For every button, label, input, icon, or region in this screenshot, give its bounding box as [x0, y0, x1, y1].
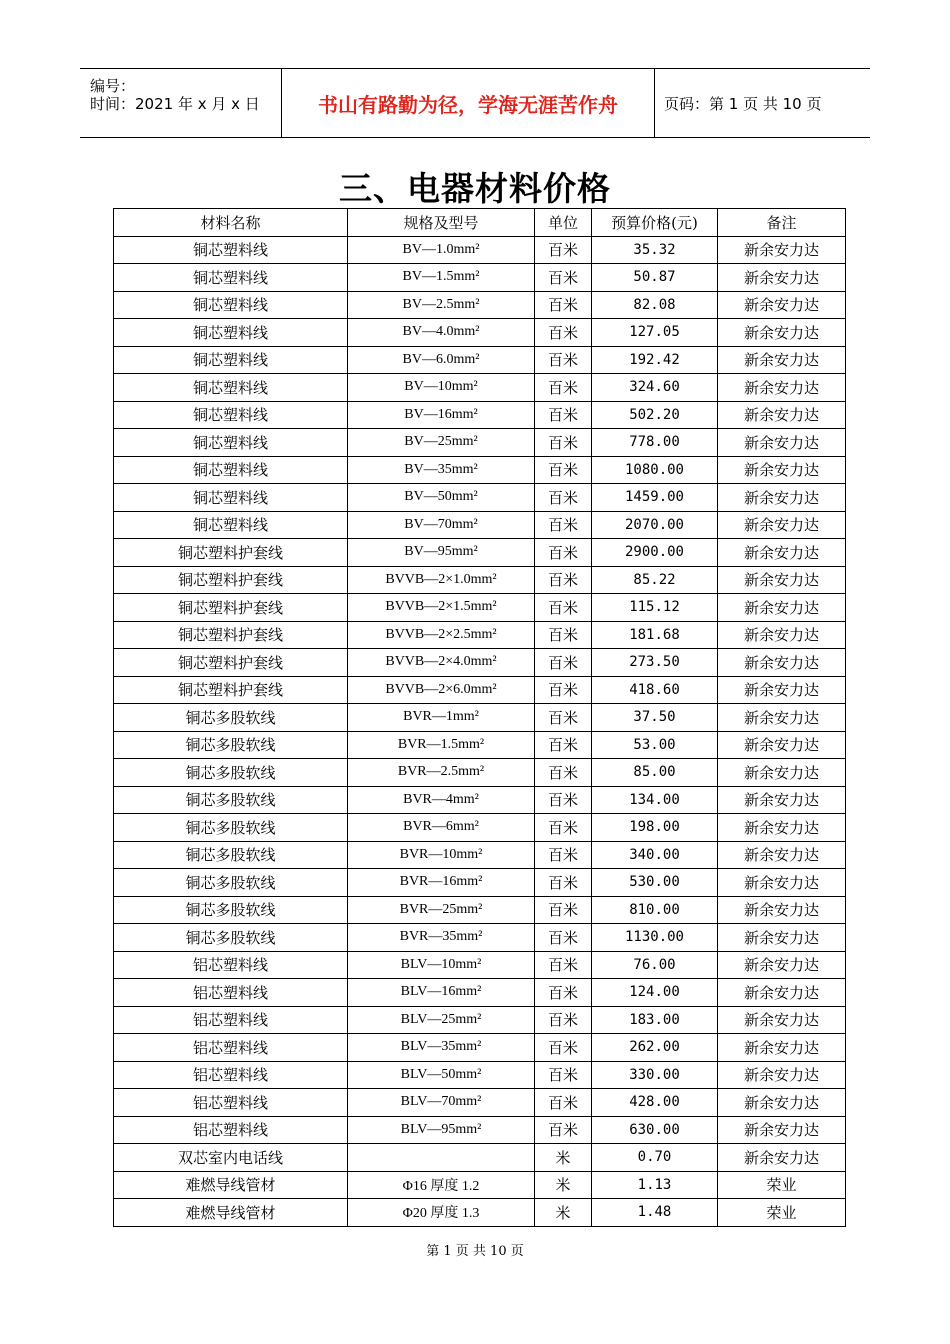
unit-cell: 百米 — [535, 319, 592, 347]
spec-model-cell: BVVB—2×2.5mm² — [348, 621, 535, 649]
remark-cell: 新余安力达 — [718, 649, 846, 677]
spec-model-cell: BVR—1mm² — [348, 704, 535, 732]
spec-model-cell: BV—6.0mm² — [348, 346, 535, 374]
unit-cell: 百米 — [535, 291, 592, 319]
spec-model-cell: BV—35mm² — [348, 456, 535, 484]
remark-cell: 新余安力达 — [718, 429, 846, 457]
unit-cell: 百米 — [535, 869, 592, 897]
remark-cell: 新余安力达 — [718, 951, 846, 979]
unit-cell: 百米 — [535, 649, 592, 677]
budget-price-cell: 181.68 — [592, 621, 718, 649]
spec-model-cell: BV—95mm² — [348, 539, 535, 567]
unit-cell: 百米 — [535, 401, 592, 429]
budget-price-cell: 262.00 — [592, 1034, 718, 1062]
unit-cell: 百米 — [535, 511, 592, 539]
table-row — [114, 1171, 846, 1199]
remark-cell: 新余安力达 — [718, 1034, 846, 1062]
budget-price-cell: 2900.00 — [592, 539, 718, 567]
spec-model-cell: BV—1.0mm² — [348, 236, 535, 264]
time-label: 时间：2021 年 x 月 x 日 — [90, 95, 260, 113]
budget-price-cell: 778.00 — [592, 429, 718, 457]
table-row — [114, 979, 846, 1007]
spec-model-cell: BVVB—2×1.0mm² — [348, 566, 535, 594]
header-spec: 规格及型号 — [348, 209, 535, 237]
remark-cell: 新余安力达 — [718, 236, 846, 264]
unit-cell: 百米 — [535, 924, 592, 952]
material-name-cell: 铜芯塑料线 — [114, 456, 348, 484]
material-name-cell: 铜芯塑料护套线 — [114, 621, 348, 649]
material-name-cell: 铜芯塑料线 — [114, 484, 348, 512]
budget-price-cell: 35.32 — [592, 236, 718, 264]
spec-model-cell: BVR—35mm² — [348, 924, 535, 952]
remark-cell: 新余安力达 — [718, 401, 846, 429]
unit-cell: 百米 — [535, 979, 592, 1007]
remark-cell: 新余安力达 — [718, 291, 846, 319]
remark-cell: 新余安力达 — [718, 704, 846, 732]
header-name: 材料名称 — [114, 209, 348, 237]
budget-price-cell: 0.70 — [592, 1144, 718, 1172]
budget-price-cell: 630.00 — [592, 1116, 718, 1144]
table-row — [114, 951, 846, 979]
header-meta — [80, 69, 282, 137]
spec-model-cell: BVR—1.5mm² — [348, 731, 535, 759]
table-row — [114, 346, 846, 374]
spec-model-cell: BLV—50mm² — [348, 1061, 535, 1089]
spec-model-cell: BVR—16mm² — [348, 869, 535, 897]
unit-cell: 米 — [535, 1199, 592, 1227]
remark-cell: 新余安力达 — [718, 319, 846, 347]
table-row — [114, 401, 846, 429]
spec-model-cell: BVVB—2×1.5mm² — [348, 594, 535, 622]
budget-price-cell: 127.05 — [592, 319, 718, 347]
unit-cell: 百米 — [535, 264, 592, 292]
table-row — [114, 291, 846, 319]
header-motto: 书山有路勤为径，学海无涯苦作舟 — [282, 69, 655, 137]
material-name-cell: 铜芯塑料线 — [114, 374, 348, 402]
unit-cell: 百米 — [535, 951, 592, 979]
table-row — [114, 319, 846, 347]
material-name-cell: 铜芯塑料线 — [114, 511, 348, 539]
table-row — [114, 1144, 846, 1172]
table-row — [114, 374, 846, 402]
budget-price-cell: 502.20 — [592, 401, 718, 429]
budget-price-cell: 1080.00 — [592, 456, 718, 484]
document-header — [80, 68, 870, 138]
material-name-cell: 铜芯塑料护套线 — [114, 594, 348, 622]
table-row — [114, 236, 846, 264]
spec-model-cell: BVR—6mm² — [348, 814, 535, 842]
serial-label: 编号： — [90, 77, 136, 95]
unit-cell: 百米 — [535, 429, 592, 457]
table-row — [114, 1199, 846, 1227]
budget-price-cell: 1130.00 — [592, 924, 718, 952]
spec-model-cell: BV—25mm² — [348, 429, 535, 457]
remark-cell: 新余安力达 — [718, 374, 846, 402]
remark-cell: 新余安力达 — [718, 1116, 846, 1144]
table-row — [114, 566, 846, 594]
remark-cell: 新余安力达 — [718, 731, 846, 759]
budget-price-cell: 1.13 — [592, 1171, 718, 1199]
unit-cell: 百米 — [535, 1006, 592, 1034]
budget-price-cell: 76.00 — [592, 951, 718, 979]
budget-price-cell: 183.00 — [592, 1006, 718, 1034]
material-name-cell: 铜芯塑料护套线 — [114, 676, 348, 704]
unit-cell: 百米 — [535, 566, 592, 594]
table-row — [114, 731, 846, 759]
material-name-cell: 铝芯塑料线 — [114, 951, 348, 979]
budget-price-cell: 50.87 — [592, 264, 718, 292]
material-name-cell: 铝芯塑料线 — [114, 979, 348, 1007]
spec-model-cell: BV—1.5mm² — [348, 264, 535, 292]
table-row — [114, 1089, 846, 1117]
spec-model-cell: BV—4.0mm² — [348, 319, 535, 347]
material-name-cell: 铜芯塑料线 — [114, 319, 348, 347]
spec-model-cell: BVVB—2×4.0mm² — [348, 649, 535, 677]
unit-cell: 百米 — [535, 786, 592, 814]
spec-model-cell: BLV—16mm² — [348, 979, 535, 1007]
budget-price-cell: 2070.00 — [592, 511, 718, 539]
spec-model-cell: BV—10mm² — [348, 374, 535, 402]
unit-cell: 百米 — [535, 456, 592, 484]
remark-cell: 新余安力达 — [718, 594, 846, 622]
unit-cell: 百米 — [535, 1034, 592, 1062]
unit-cell: 百米 — [535, 346, 592, 374]
material-name-cell: 铝芯塑料线 — [114, 1061, 348, 1089]
budget-price-cell: 85.22 — [592, 566, 718, 594]
page-title: 三、电器材料价格 — [339, 169, 611, 208]
table-row — [114, 539, 846, 567]
spec-model-cell: BLV—25mm² — [348, 1006, 535, 1034]
table-row — [114, 649, 846, 677]
table-row — [114, 621, 846, 649]
header-note: 备注 — [718, 209, 846, 237]
remark-cell: 新余安力达 — [718, 896, 846, 924]
material-name-cell: 铜芯塑料线 — [114, 236, 348, 264]
remark-cell: 新余安力达 — [718, 1089, 846, 1117]
budget-price-cell: 115.12 — [592, 594, 718, 622]
price-table — [113, 208, 846, 1227]
table-row — [114, 869, 846, 897]
budget-price-cell: 198.00 — [592, 814, 718, 842]
unit-cell: 百米 — [535, 896, 592, 924]
table-row — [114, 924, 846, 952]
unit-cell: 百米 — [535, 594, 592, 622]
header-unit: 单位 — [535, 209, 592, 237]
remark-cell: 新余安力达 — [718, 511, 846, 539]
spec-model-cell: BVVB—2×6.0mm² — [348, 676, 535, 704]
spec-model-cell: Φ20 厚度 1.3 — [348, 1199, 535, 1227]
unit-cell: 百米 — [535, 1089, 592, 1117]
material-name-cell: 铜芯多股软线 — [114, 869, 348, 897]
unit-cell: 百米 — [535, 1116, 592, 1144]
remark-cell: 新余安力达 — [718, 786, 846, 814]
budget-price-cell: 810.00 — [592, 896, 718, 924]
remark-cell: 新余安力达 — [718, 841, 846, 869]
material-name-cell: 铜芯塑料线 — [114, 346, 348, 374]
header-page-label: 页码：第 1 页 共 10 页 — [664, 94, 822, 113]
table-row — [114, 456, 846, 484]
table-row — [114, 1061, 846, 1089]
table-row — [114, 1006, 846, 1034]
unit-cell: 百米 — [535, 676, 592, 704]
budget-price-cell: 530.00 — [592, 869, 718, 897]
table-row — [114, 1034, 846, 1062]
table-row — [114, 1116, 846, 1144]
material-name-cell: 铝芯塑料线 — [114, 1116, 348, 1144]
budget-price-cell: 82.08 — [592, 291, 718, 319]
spec-model-cell: BLV—35mm² — [348, 1034, 535, 1062]
table-row — [114, 429, 846, 457]
spec-model-cell: Φ16 厚度 1.2 — [348, 1171, 535, 1199]
spec-model-cell: BLV—95mm² — [348, 1116, 535, 1144]
material-name-cell: 铝芯塑料线 — [114, 1089, 348, 1117]
material-name-cell: 铜芯多股软线 — [114, 924, 348, 952]
remark-cell: 新余安力达 — [718, 759, 846, 787]
unit-cell: 百米 — [535, 236, 592, 264]
material-name-cell: 铜芯塑料护套线 — [114, 539, 348, 567]
unit-cell: 百米 — [535, 759, 592, 787]
table-row — [114, 594, 846, 622]
material-name-cell: 铝芯塑料线 — [114, 1006, 348, 1034]
table-header-row — [114, 209, 846, 237]
table-row — [114, 841, 846, 869]
budget-price-cell: 85.00 — [592, 759, 718, 787]
remark-cell: 新余安力达 — [718, 924, 846, 952]
material-name-cell: 铜芯塑料护套线 — [114, 649, 348, 677]
remark-cell: 新余安力达 — [718, 676, 846, 704]
remark-cell: 新余安力达 — [718, 539, 846, 567]
budget-price-cell: 37.50 — [592, 704, 718, 732]
unit-cell: 百米 — [535, 621, 592, 649]
table-row — [114, 676, 846, 704]
material-name-cell: 铜芯多股软线 — [114, 731, 348, 759]
budget-price-cell: 192.42 — [592, 346, 718, 374]
unit-cell: 百米 — [535, 1061, 592, 1089]
budget-price-cell: 134.00 — [592, 786, 718, 814]
unit-cell: 百米 — [535, 539, 592, 567]
remark-cell: 新余安力达 — [718, 979, 846, 1007]
header-price: 预算价格(元) — [592, 209, 718, 237]
spec-model-cell: BV—2.5mm² — [348, 291, 535, 319]
material-name-cell: 铜芯塑料线 — [114, 291, 348, 319]
spec-model-cell: BLV—10mm² — [348, 951, 535, 979]
spec-model-cell: BV—16mm² — [348, 401, 535, 429]
budget-price-cell: 124.00 — [592, 979, 718, 1007]
budget-price-cell: 273.50 — [592, 649, 718, 677]
budget-price-cell: 330.00 — [592, 1061, 718, 1089]
material-name-cell: 铜芯塑料线 — [114, 401, 348, 429]
spec-model-cell: BVR—10mm² — [348, 841, 535, 869]
budget-price-cell: 53.00 — [592, 731, 718, 759]
remark-cell: 新余安力达 — [718, 484, 846, 512]
remark-cell: 新余安力达 — [718, 1061, 846, 1089]
material-name-cell: 铜芯塑料线 — [114, 429, 348, 457]
remark-cell: 新余安力达 — [718, 346, 846, 374]
unit-cell: 百米 — [535, 484, 592, 512]
spec-model-cell: BVR—4mm² — [348, 786, 535, 814]
material-name-cell: 铜芯塑料线 — [114, 264, 348, 292]
material-name-cell: 铜芯多股软线 — [114, 759, 348, 787]
spec-model-cell — [348, 1144, 535, 1172]
table-row — [114, 896, 846, 924]
table-row — [114, 484, 846, 512]
budget-price-cell: 340.00 — [592, 841, 718, 869]
material-name-cell: 难燃导线管材 — [114, 1171, 348, 1199]
table-row — [114, 704, 846, 732]
material-name-cell: 铝芯塑料线 — [114, 1034, 348, 1062]
remark-cell: 新余安力达 — [718, 264, 846, 292]
spec-model-cell: BVR—25mm² — [348, 896, 535, 924]
remark-cell: 新余安力达 — [718, 1006, 846, 1034]
material-name-cell: 铜芯多股软线 — [114, 786, 348, 814]
remark-cell: 新余安力达 — [718, 456, 846, 484]
unit-cell: 百米 — [535, 704, 592, 732]
table-row — [114, 814, 846, 842]
spec-model-cell: BV—70mm² — [348, 511, 535, 539]
remark-cell: 荣业 — [718, 1171, 846, 1199]
budget-price-cell: 324.60 — [592, 374, 718, 402]
material-name-cell: 铜芯多股软线 — [114, 841, 348, 869]
material-name-cell: 铜芯多股软线 — [114, 896, 348, 924]
material-name-cell: 双芯室内电话线 — [114, 1144, 348, 1172]
material-name-cell: 铜芯多股软线 — [114, 814, 348, 842]
spec-model-cell: BLV—70mm² — [348, 1089, 535, 1117]
unit-cell: 米 — [535, 1171, 592, 1199]
unit-cell: 百米 — [535, 731, 592, 759]
unit-cell: 百米 — [535, 841, 592, 869]
budget-price-cell: 1.48 — [592, 1199, 718, 1227]
unit-cell: 米 — [535, 1144, 592, 1172]
material-name-cell: 铜芯塑料护套线 — [114, 566, 348, 594]
table-row — [114, 264, 846, 292]
table-row — [114, 511, 846, 539]
unit-cell: 百米 — [535, 374, 592, 402]
table-row — [114, 759, 846, 787]
spec-model-cell: BVR—2.5mm² — [348, 759, 535, 787]
remark-cell: 新余安力达 — [718, 1144, 846, 1172]
remark-cell: 新余安力达 — [718, 566, 846, 594]
table-row — [114, 786, 846, 814]
material-name-cell: 铜芯多股软线 — [114, 704, 348, 732]
budget-price-cell: 428.00 — [592, 1089, 718, 1117]
remark-cell: 新余安力达 — [718, 814, 846, 842]
remark-cell: 荣业 — [718, 1199, 846, 1227]
table-body — [114, 236, 846, 1226]
spec-model-cell: BV—50mm² — [348, 484, 535, 512]
page-footer: 第 1 页 共 10 页 — [426, 1244, 524, 1259]
material-name-cell: 难燃导线管材 — [114, 1199, 348, 1227]
remark-cell: 新余安力达 — [718, 869, 846, 897]
remark-cell: 新余安力达 — [718, 621, 846, 649]
unit-cell: 百米 — [535, 814, 592, 842]
budget-price-cell: 1459.00 — [592, 484, 718, 512]
budget-price-cell: 418.60 — [592, 676, 718, 704]
